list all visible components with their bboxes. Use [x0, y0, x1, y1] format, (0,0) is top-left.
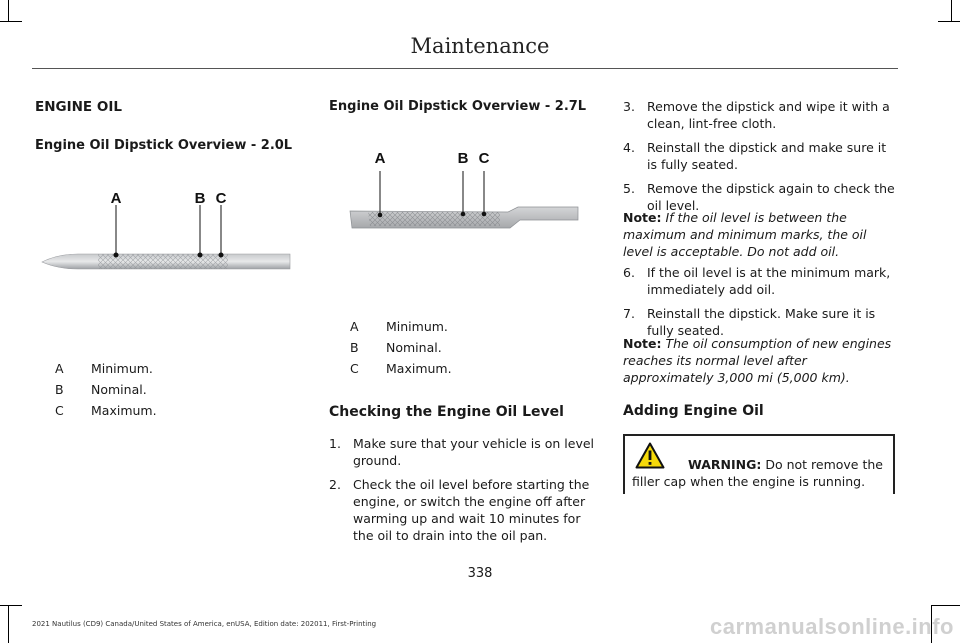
legend-row — [55, 400, 157, 421]
warning-message: Do not remove the filler cap when the engine is running. — [632, 457, 883, 489]
note-label: Note: — [623, 336, 662, 351]
legend-value: Nominal. — [91, 382, 147, 397]
legend-key: C — [55, 403, 64, 418]
section-heading-checking-oil: Checking the Engine Oil Level — [329, 404, 564, 420]
step-text: Remove the dipstick and wipe it with a clean, lint-free cloth. — [647, 99, 890, 131]
step-text: Remove the dipstick again to check the oil level. — [647, 181, 895, 213]
header-rule — [32, 68, 898, 69]
step-number: 7. — [623, 306, 635, 321]
page-number: 338 — [467, 566, 493, 581]
note-label: Note: — [623, 210, 662, 225]
section-heading-engine-oil: ENGINE OIL — [35, 99, 122, 115]
dipstick-2-7l-figure — [340, 140, 590, 240]
legend-value: Minimum. — [386, 319, 448, 334]
list-item — [623, 98, 899, 132]
step-number: 6. — [623, 265, 635, 280]
step-text: Reinstall the dipstick. Make sure it is fully seated. — [647, 306, 876, 338]
footer-edition-info: 2021 Nautilus (CD9) Canada/United States of America, enUSA, Edition date: 202011, First-Printing — [32, 620, 377, 628]
legend-row — [350, 337, 452, 358]
steps-list-right-a — [623, 98, 899, 221]
step-text: Reinstall the dipstick and make sure it is fully seated. — [647, 140, 887, 172]
list-item — [623, 139, 899, 173]
note-text: The oil consumption of new engines reaches its normal level after approximately 3,000 mi (5,000 km). — [623, 336, 892, 385]
legend-key: B — [350, 340, 359, 355]
watermark: carmanualsonline.info — [710, 614, 954, 639]
figure-label-a: A — [374, 150, 386, 167]
step-number: 4. — [623, 140, 635, 155]
legend-key: C — [350, 361, 359, 376]
legend-value: Minimum. — [91, 361, 153, 376]
page-title: Maintenance — [410, 34, 550, 58]
dipstick-2-0l-figure — [38, 185, 294, 275]
legend-row — [350, 316, 452, 337]
step-text: Check the oil level before starting the engine, or switch the engine off after warming up and wait 10 minutes for the oil to drain into the oil pan. — [353, 477, 590, 543]
crop-mark — [951, 0, 952, 22]
figure-label-c: C — [478, 150, 490, 167]
list-item — [329, 435, 601, 469]
figure-label-b: B — [194, 190, 206, 207]
list-item — [329, 476, 601, 544]
step-text: If the oil level is at the minimum mark, immediately add oil. — [647, 265, 891, 297]
figure-label-b: B — [457, 150, 469, 167]
legend-2-7l — [350, 316, 452, 379]
step-number: 2. — [329, 477, 341, 492]
crop-mark — [8, 0, 9, 22]
legend-key: A — [55, 361, 64, 376]
step-number: 5. — [623, 181, 635, 196]
list-item — [623, 305, 899, 339]
legend-value: Maximum. — [386, 361, 452, 376]
note-oil-level — [623, 209, 899, 260]
figure-label-c: C — [215, 190, 227, 207]
legend-value: Maximum. — [91, 403, 157, 418]
legend-row — [55, 358, 157, 379]
warning-label: WARNING: — [688, 457, 762, 472]
step-number: 3. — [623, 99, 635, 114]
warning-box — [623, 434, 895, 494]
subheading-2-0l: Engine Oil Dipstick Overview - 2.0L — [35, 138, 293, 153]
section-heading-adding-oil: Adding Engine Oil — [623, 403, 764, 419]
warning-text — [632, 456, 890, 490]
legend-key: B — [55, 382, 64, 397]
crop-mark — [0, 21, 22, 22]
steps-list-middle — [329, 435, 601, 551]
crop-mark — [938, 21, 960, 22]
crop-mark — [0, 605, 22, 606]
step-number: 1. — [329, 436, 341, 451]
note-oil-consumption — [623, 335, 899, 386]
crop-mark — [8, 605, 9, 643]
steps-list-right-b — [623, 264, 899, 346]
list-item — [623, 264, 899, 298]
legend-key: A — [350, 319, 359, 334]
figure-label-a: A — [110, 190, 122, 207]
subheading-2-7l: Engine Oil Dipstick Overview - 2.7L — [329, 99, 587, 114]
legend-row — [350, 358, 452, 379]
legend-row — [55, 379, 157, 400]
step-text: Make sure that your vehicle is on level ground. — [353, 436, 595, 468]
note-text: If the oil level is between the maximum and minimum marks, the oil level is acceptable. Do not add oil. — [623, 210, 867, 259]
legend-value: Nominal. — [386, 340, 442, 355]
crop-mark — [931, 605, 960, 606]
legend-2-0l — [55, 358, 157, 421]
